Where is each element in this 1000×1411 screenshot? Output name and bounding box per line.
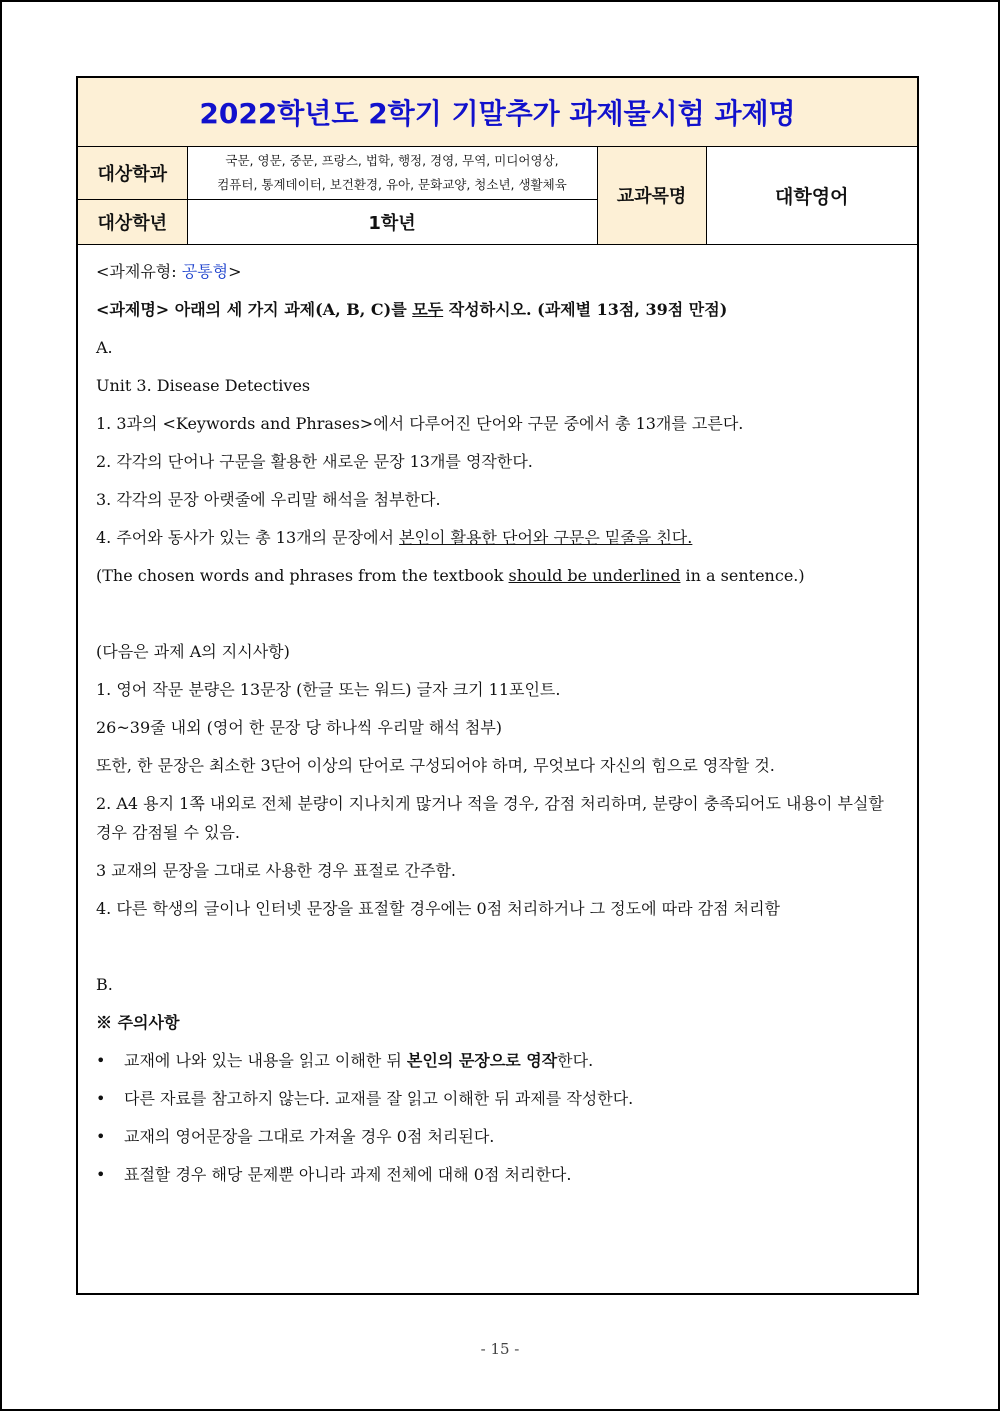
step-2: 2. 각각의 단어나 구문을 활용한 새로운 문장 13개를 영작한다.	[96, 451, 533, 471]
unit-title: Unit 3. Disease Detectives	[96, 375, 311, 395]
instruction-3: 3 교재의 문장을 그대로 사용한 경우 표절로 간주함.	[96, 860, 456, 880]
course-label: 교과목명	[597, 147, 706, 244]
assignment-frame	[76, 76, 919, 1295]
instruction-1: 1. 영어 작문 분량은 13문장 (한글 또는 워드) 글자 크기 11포인트.	[96, 679, 561, 699]
page-number: - 15 -	[480, 1340, 520, 1358]
step-3: 3. 각각의 문장 아랫줄에 우리말 해석을 첨부한다.	[96, 489, 441, 509]
instruction-2: 2. A4 용지 1쪽 내외로 전체 분량이 지나치게 많거나 적을 경우, 감점 처리하며, 분량이 충족되어도 내용이 부실할 경우 감점될 수 있음.	[96, 793, 884, 842]
assignment-content	[78, 245, 917, 1194]
page-title: 2022학년도 2학기 기말추가 과제물시험 과제명	[78, 78, 917, 147]
caution-bullet-4: • 표절할 경우 해당 문제뿐 아니라 과제 전체에 대해 0점 처리한다.	[96, 1156, 899, 1194]
step-1: 1. 3과의 <Keywords and Phrases>에서 다루어진 단어와 구문 중에서 총 13개를 고른다.	[96, 413, 744, 433]
dept-label: 대상학과	[78, 147, 187, 199]
instructions-heading: (다음은 과제 A의 지시사항)	[96, 641, 290, 661]
step-4: 4. 주어와 동사가 있는 총 13개의 문장에서 본인이 활용한 단어와 구문은 밑줄을 친다.	[96, 527, 693, 547]
section-a-heading: A.	[96, 337, 113, 357]
year-value: 1학년	[187, 199, 597, 244]
spacer	[96, 595, 899, 633]
assignment-name: <과제명> 아래의 세 가지 과제(A, B, C)를 모두 작성하시오. (과제별 13점, 39점 만점)	[96, 299, 728, 319]
caution-bullet-3: • 교재의 영어문장을 그대로 가져올 경우 0점 처리된다.	[96, 1118, 899, 1156]
english-note: (The chosen words and phrases from the textbook should be underlined in a sentence.)	[96, 565, 805, 585]
assignment-type: <과제유형: 공통형>	[96, 261, 242, 281]
year-label: 대상학년	[78, 199, 187, 244]
spacer	[96, 928, 899, 966]
caution-heading: ※ 주의사항	[96, 1012, 180, 1032]
assignment-type-value: 공통형	[181, 261, 229, 281]
instruction-1b: 26~39줄 내외 (영어 한 문장 당 하나씩 우리말 해석 첨부)	[96, 717, 503, 737]
caution-bullet-1: • 교재에 나와 있는 내용을 읽고 이해한 뒤 본인의 문장으로 영작한다.	[96, 1042, 899, 1080]
course-name: 대학영어	[706, 147, 917, 244]
dept-line-2: 컴퓨터, 통계데이터, 보건환경, 유아, 문화교양, 청소년, 생활체육	[217, 176, 567, 192]
instruction-4: 4. 다른 학생의 글이나 인터넷 문장을 표절할 경우에는 0점 처리하거나 그 정도에 따라 감점 처리함	[96, 898, 780, 918]
section-b-heading: B.	[96, 974, 113, 994]
info-table	[78, 147, 917, 245]
caution-bullet-2: • 다른 자료를 참고하지 않는다. 교재를 잘 읽고 이해한 뒤 과제를 작성한다.	[96, 1080, 899, 1118]
dept-list	[187, 147, 597, 199]
instruction-1c: 또한, 한 문장은 최소한 3단어 이상의 단어로 구성되어야 하며, 무엇보다 자신의 힘으로 영작할 것.	[96, 755, 775, 775]
dept-line-1: 국문, 영문, 중문, 프랑스, 법학, 행정, 경영, 무역, 미디어영상,	[225, 152, 559, 168]
